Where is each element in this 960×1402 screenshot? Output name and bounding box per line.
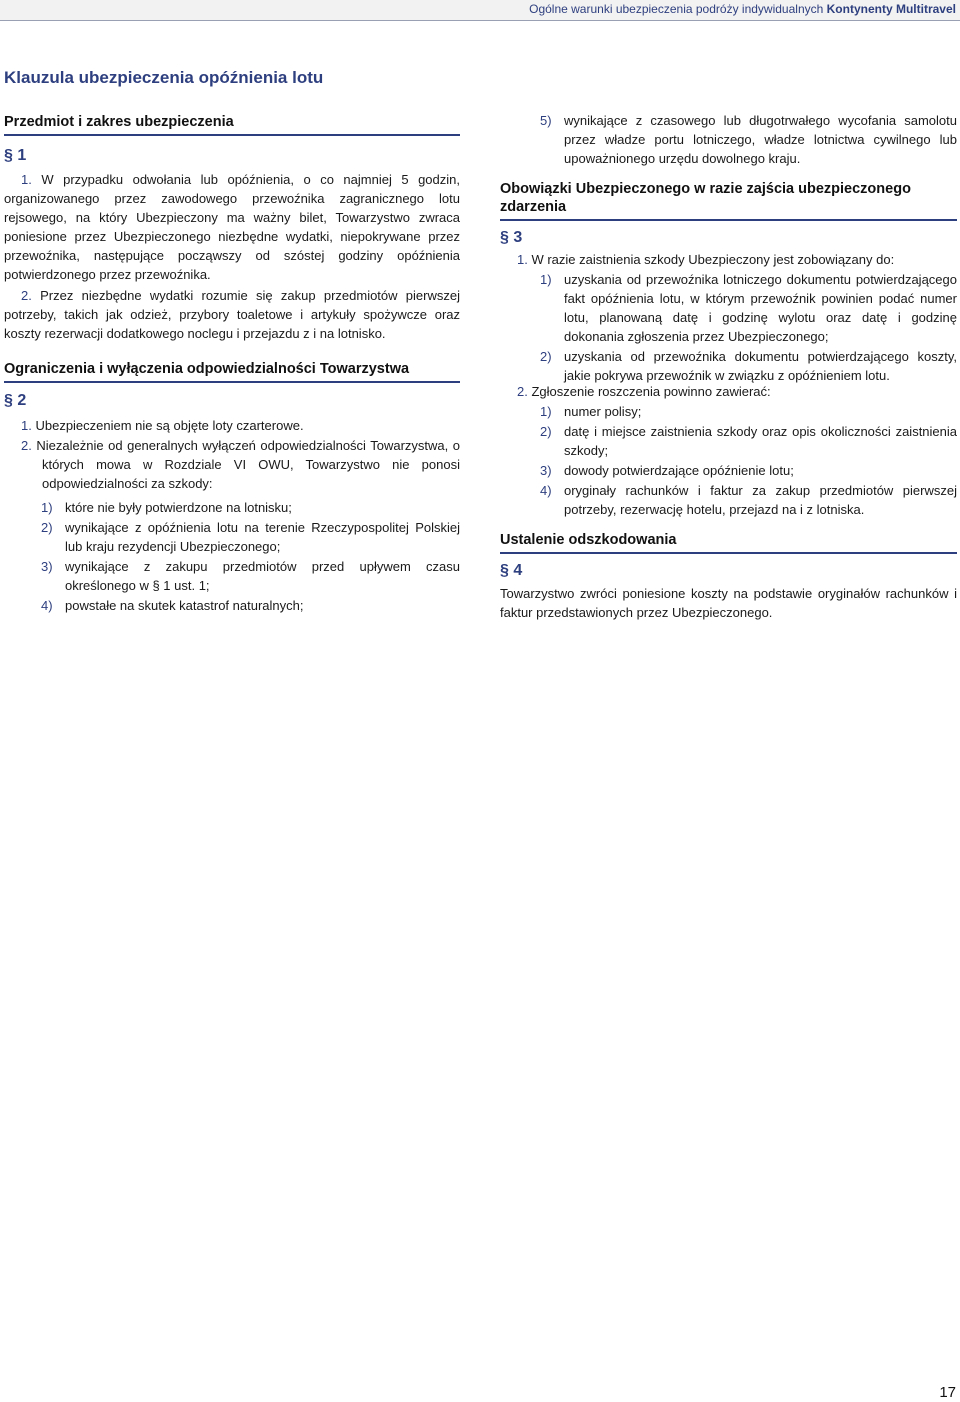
header-text bbox=[529, 2, 956, 16]
item-number: 2. bbox=[21, 438, 32, 453]
list-item-text: dowody potwierdzające opóźnienie lotu; bbox=[564, 463, 794, 478]
list-item bbox=[540, 402, 957, 421]
section3-item2-subitems bbox=[500, 402, 957, 519]
list-item bbox=[540, 461, 957, 480]
list-item bbox=[540, 270, 957, 346]
section2-continued bbox=[500, 111, 957, 168]
section1-item-1-para bbox=[4, 170, 460, 284]
page-header bbox=[0, 0, 960, 21]
section1-item-1 bbox=[4, 170, 460, 284]
section2-item-2-para bbox=[21, 436, 460, 493]
list-item-text: uzyskania od przewoźnika lotniczego dokumentu potwierdzającego fakt opóźnienia lotu, w którym przewoźnik powinien podać numer lotu, planowaną datę i godzinę wylotu oraz datę i godzinę dokonania zgłoszenia przez Ubezpieczonego; bbox=[564, 272, 957, 344]
list-item-text: które nie były potwierdzone na lotnisku; bbox=[65, 500, 292, 515]
list-item bbox=[540, 481, 957, 519]
section3-item1-subitems bbox=[500, 270, 957, 385]
list-item-text: powstałe na skutek katastrof naturalnych; bbox=[65, 598, 304, 613]
section3-item-2 bbox=[500, 382, 957, 401]
list-item bbox=[41, 557, 460, 595]
list-item-number: 2) bbox=[540, 424, 552, 439]
paragraph-mark-3: § 3 bbox=[500, 229, 523, 246]
paragraph-mark-2: § 2 bbox=[4, 392, 27, 409]
section4-text bbox=[500, 584, 957, 622]
list-item-number: 5) bbox=[540, 113, 552, 128]
list-item-text: datę i miejsce zaistnienia szkody oraz opis okoliczności zaistnienia szkody; bbox=[564, 424, 957, 458]
list-item-number: 3) bbox=[41, 559, 53, 574]
list-item bbox=[41, 518, 460, 556]
list-item-number: 1) bbox=[41, 500, 53, 515]
section2-subitems bbox=[4, 498, 460, 615]
list-item-number: 2) bbox=[41, 520, 53, 535]
section4-paragraph: Towarzystwo zwróci poniesione koszty na podstawie oryginałów rachunków i faktur przedstawionych przez Ubezpieczonego. bbox=[500, 586, 957, 620]
item-number: 2. bbox=[21, 288, 32, 303]
list-item-text: wynikające z opóźnienia lotu na terenie Rzeczypospolitej Polskiej lub kraju rezydencji Ubezpieczonego; bbox=[65, 520, 460, 554]
section3-item-2-para bbox=[517, 382, 957, 401]
section-heading-compensation: Ustalenie odszkodowania bbox=[500, 531, 957, 554]
item-number: 1. bbox=[21, 172, 32, 187]
item-text: W razie zaistnienia szkody Ubezpieczony jest zobowiązany do: bbox=[531, 252, 895, 267]
section-heading-subject: Przedmiot i zakres ubezpieczenia bbox=[4, 113, 460, 136]
list-item-number: 3) bbox=[540, 463, 552, 478]
item-number: 2. bbox=[517, 384, 528, 399]
item-number: 1. bbox=[517, 252, 528, 267]
list-item-number: 4) bbox=[41, 598, 53, 613]
section-heading-obligations: Obowiązki Ubezpieczonego w razie zajścia ubezpieczonego zdarzenia bbox=[500, 180, 957, 221]
list-item-number: 1) bbox=[540, 404, 552, 419]
list-item-number: 2) bbox=[540, 349, 552, 364]
list-item-text: wynikające z zakupu przedmiotów przed upływem czasu określonego w § 1 ust. 1; bbox=[65, 559, 460, 593]
list-item bbox=[540, 422, 957, 460]
list-item-number: 4) bbox=[540, 483, 552, 498]
page-number: 17 bbox=[939, 1384, 956, 1401]
header-title: Ogólne warunki ubezpieczenia podróży indywidualnych bbox=[529, 2, 824, 16]
section2-item-2 bbox=[4, 436, 460, 493]
list-item-text: oryginały rachunków i faktur za zakup przedmiotów pierwszej potrzeby, rezerwację hotelu, przejazd na i z lotniska. bbox=[564, 483, 957, 517]
section2-item-1-para bbox=[21, 416, 460, 435]
item-text: Niezależnie od generalnych wyłączeń odpowiedzialności Towarzystwa, o których mowa w Rozdziale VI OWU, Towarzystwo nie ponosi odpowiedzialności za szkody: bbox=[36, 438, 460, 491]
list-item-text: numer polisy; bbox=[564, 404, 642, 419]
item-number: 1. bbox=[21, 418, 32, 433]
section1-item-2 bbox=[4, 286, 460, 343]
section1-item-2-para bbox=[4, 286, 460, 343]
section-heading-limitations: Ograniczenia i wyłączenia odpowiedzialności Towarzystwa bbox=[4, 360, 460, 383]
list-item bbox=[540, 111, 957, 168]
list-item bbox=[41, 498, 460, 517]
section3-item-1 bbox=[500, 250, 957, 269]
section3-item-1-para bbox=[517, 250, 957, 269]
paragraph-mark-1: § 1 bbox=[4, 147, 27, 164]
item-text: Przez niezbędne wydatki rozumie się zakup przedmiotów pierwszej potrzeby, takich jak odzież, przybory toaletowe i artykuły spożywcze oraz koszty rezerwacji dodatkowego noclegu i przejazdu z i na lotnisko. bbox=[4, 288, 460, 341]
list-item-text: uzyskania od przewoźnika dokumentu potwierdzającego koszty, jakie pokrywa przewoźnik w związku z opóźnieniem lotu. bbox=[564, 349, 957, 383]
item-text: Zgłoszenie roszczenia powinno zawierać: bbox=[531, 384, 771, 399]
section2-item-1 bbox=[4, 416, 460, 435]
header-brand: Kontynenty Multitravel bbox=[826, 2, 956, 16]
item-text: Ubezpieczeniem nie są objęte loty czarterowe. bbox=[35, 418, 304, 433]
list-item bbox=[41, 596, 460, 615]
list-item-number: 1) bbox=[540, 272, 552, 287]
paragraph-mark-4: § 4 bbox=[500, 562, 523, 579]
list-item-text: wynikające z czasowego lub długotrwałego wycofania samolotu przez władze portu lotniczego, władze lotnictwa cywilnego lub upoważnionego urzędu dowolnego kraju. bbox=[564, 113, 957, 166]
list-item bbox=[540, 347, 957, 385]
item-text: W przypadku odwołania lub opóźnienia, o co najmniej 5 godzin, organizowanego przez zawodowego przewoźnika zagranicznego lotu rejsowego, na który Ubezpieczony ma ważny bilet, Towarzystwo zwraca poniesione przez Ubezpieczonego niezbędne wydatki, niepokrywane przez przewoźnika, następujące począwszy od szóstej godziny opóźnienia potwierdzonego przez przewoźnika. bbox=[4, 172, 460, 282]
document-title: Klauzula ubezpieczenia opóźnienia lotu bbox=[4, 68, 324, 87]
